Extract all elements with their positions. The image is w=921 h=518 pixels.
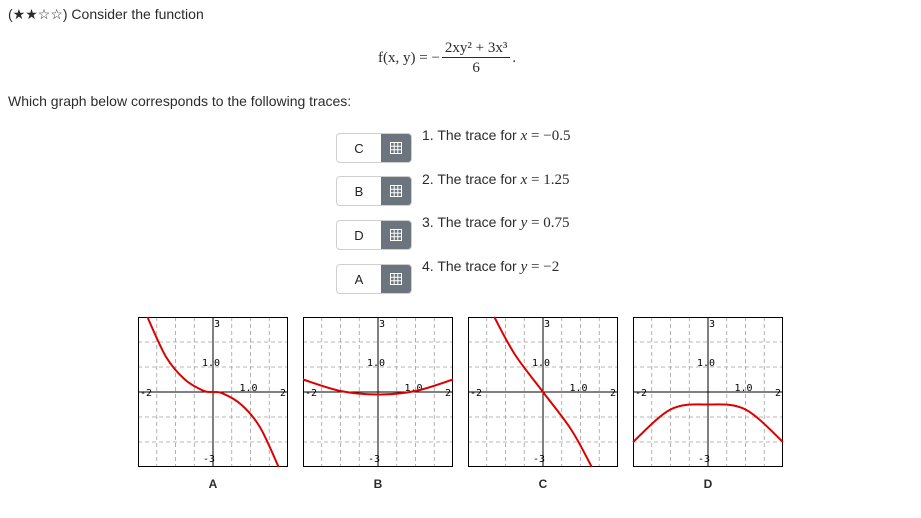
formula-lhs: f(x, y) = − [378,49,440,66]
difficulty-stars: (★★☆☆) [8,6,68,22]
tick-label-xmin: -2 [635,388,648,399]
graph-label-a: A [208,477,218,491]
chart-svg [633,317,783,467]
tick-label-xmax: 2 [610,388,617,399]
trace-number: 2. [422,171,434,187]
trace-text: The trace for [437,258,517,274]
select-button[interactable] [381,134,411,162]
select-button[interactable] [381,265,411,293]
tick-label-xmax: 2 [280,388,287,399]
trace-text: The trace for [437,171,517,187]
select-value: A [354,271,364,287]
trace-4 [422,258,559,276]
trace-1 [422,127,570,145]
grid-icon [390,185,402,197]
trace-number: 3. [422,214,434,230]
tick-label-xmin: -2 [140,388,153,399]
grid-icon [390,273,402,285]
select-button[interactable] [381,221,411,249]
trace-1-select[interactable] [336,133,412,163]
question-title [8,6,204,23]
trace-2-select[interactable] [336,176,412,206]
graph-a [138,317,288,467]
select-value: C [354,140,364,156]
graph-label-d: D [703,477,713,491]
graph-label-c: C [538,477,548,491]
tick-label-ymin: -3 [533,454,546,465]
tick-label-xmax: 2 [445,388,452,399]
tick-label-x-one: 1.0 [239,383,258,394]
trace-3-select[interactable] [336,220,412,250]
graph-d [633,317,783,467]
trace-2 [422,171,569,189]
tick-label-x-one: 1.0 [734,383,753,394]
select-button[interactable] [381,177,411,205]
graph-label-b: B [373,477,383,491]
trace-4-select[interactable] [336,264,412,294]
tick-label-ymin: -3 [698,454,711,465]
tick-label-ymax: 3 [214,319,221,330]
tick-label-ymin: -3 [368,454,381,465]
tick-label-y-one: 1.0 [367,358,386,369]
tick-label-x-one: 1.0 [404,383,423,394]
trace-number: 1. [422,127,434,143]
trace-math: x = 1.25 [520,172,570,188]
graph-c [468,317,618,467]
graph-b [303,317,453,467]
trace-3 [422,214,569,232]
trace-text: The trace for [437,127,517,143]
trace-math: y = 0.75 [520,215,570,231]
chart-svg [468,317,618,467]
function-formula [378,36,516,80]
tick-label-y-one: 1.0 [202,358,221,369]
grid-icon [390,229,402,241]
trace-math: x = −0.5 [520,128,571,144]
formula-fraction [442,39,510,77]
tick-label-xmax: 2 [775,388,782,399]
tick-label-x-one: 1.0 [569,383,588,394]
tick-label-ymax: 3 [379,319,386,330]
formula-numerator: 2xy² + 3x³ [442,39,510,58]
tick-label-y-one: 1.0 [697,358,716,369]
trace-math: y = −2 [520,259,560,275]
select-value: B [354,183,364,199]
chart-svg [138,317,288,467]
title-text: Consider the function [71,6,204,22]
tick-label-xmin: -2 [470,388,483,399]
chart-svg [303,317,453,467]
tick-label-xmin: -2 [305,388,318,399]
tick-label-ymin: -3 [203,454,216,465]
trace-number: 4. [422,258,434,274]
grid-icon [390,142,402,154]
question-prompt: Which graph below corresponds to the following traces: [8,93,352,109]
formula-period: . [512,49,517,66]
tick-label-y-one: 1.0 [532,358,551,369]
trace-text: The trace for [437,214,517,230]
tick-label-ymax: 3 [544,319,551,330]
select-value: D [354,227,364,243]
tick-label-ymax: 3 [709,319,716,330]
formula-denominator: 6 [472,60,480,76]
